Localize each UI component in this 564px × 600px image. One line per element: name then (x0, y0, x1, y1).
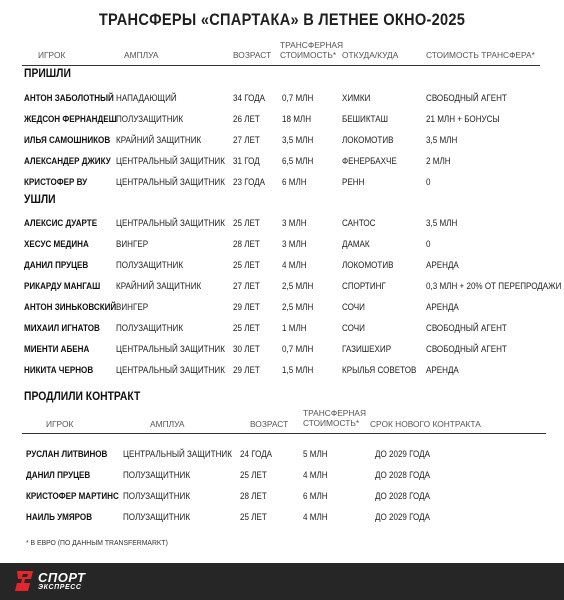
cell-name: КРИСТОФЕР МАРТИНС (26, 490, 119, 501)
cell-pos: ПОЛУЗАЩИТНИК (116, 113, 184, 124)
cell-fee: 1,5 МЛН (282, 364, 314, 375)
cell-age: 25 ЛЕТ (233, 322, 260, 333)
ext-header-term: СРОК НОВОГО КОНТРАКТА (370, 419, 481, 429)
cell-club: ЛОКОМОТИВ (342, 134, 394, 145)
cell-club: САНТОС (342, 217, 376, 228)
cell-cost: 3,5 МЛН (426, 134, 458, 145)
cell-club: ФЕНЕРБАХЧЕ (342, 155, 397, 166)
section-arrived-title: ПРИШЛИ (24, 68, 71, 80)
cell-fee: 4 МЛН (303, 511, 328, 522)
table-row (0, 213, 564, 234)
cell-pos: ЦЕНТРАЛЬНЫЙ ЗАЩИТНИК (116, 217, 225, 228)
cell-cost: АРЕНДА (426, 301, 459, 312)
table-row (0, 486, 564, 507)
cell-cost: 2 МЛН (426, 155, 451, 166)
cell-age: 25 ЛЕТ (240, 511, 267, 522)
cell-club: СПОРТИНГ (342, 280, 386, 291)
cell-name: НИКИТА ЧЕРНОВ (24, 364, 94, 375)
cell-fee: 4 МЛН (303, 469, 328, 480)
ext-header-age: ВОЗРАСТ (250, 419, 289, 429)
header-cost: СТОИМОСТЬ ТРАНСФЕРА* (426, 50, 535, 60)
cell-pos: ПОЛУЗАЩИТНИК (116, 322, 184, 333)
cell-age: 24 ГОДА (240, 448, 273, 459)
cell-pos: ПОЛУЗАЩИТНИК (123, 469, 191, 480)
cell-name: АНТОН ЗИНЬКОВСКИЙ (24, 301, 117, 312)
cell-fee: 2,5 МЛН (282, 280, 314, 291)
cell-pos: ЦЕНТРАЛЬНЫЙ ЗАЩИТНИК (116, 343, 225, 354)
table-row (0, 276, 564, 297)
cell-age: 31 ГОД (233, 155, 260, 166)
cell-pos: ЦЕНТРАЛЬНЫЙ ЗАЩИТНИК (123, 448, 232, 459)
cell-pos: ЦЕНТРАЛЬНЫЙ ЗАЩИТНИК (116, 364, 225, 375)
cell-fee: 4 МЛН (282, 259, 307, 270)
cell-name: МИХАИЛ ИГНАТОВ (24, 322, 100, 333)
table-row (0, 444, 564, 465)
table-row (0, 151, 564, 172)
cell-club: ДАМАК (342, 238, 370, 249)
cell-term: ДО 2029 ГОДА (375, 448, 430, 459)
cell-name: АЛЕКСАНДЕР ДЖИКУ (24, 155, 111, 166)
cell-fee: 6 МЛН (282, 176, 307, 187)
cell-age: 27 ЛЕТ (233, 280, 260, 291)
cell-cost: 3,5 МЛН (426, 217, 458, 228)
cell-age: 23 ГОДА (233, 176, 266, 187)
cell-fee: 6 МЛН (303, 490, 328, 501)
cell-pos: ЦЕНТРАЛЬНЫЙ ЗАЩИТНИК (116, 176, 225, 187)
table-row (0, 465, 564, 486)
cell-fee: 18 МЛН (282, 113, 312, 124)
cell-age: 34 ГОДА (233, 92, 266, 103)
ext-header-divider (22, 433, 546, 434)
cell-cost: АРЕНДА (426, 364, 459, 375)
cell-name: ХЕСУС МЕДИНА (24, 238, 89, 249)
cell-fee: 0,7 МЛН (282, 92, 314, 103)
cell-term: ДО 2028 ГОДА (375, 469, 430, 480)
cell-age: 30 ЛЕТ (233, 343, 260, 354)
cell-age: 29 ЛЕТ (233, 301, 260, 312)
footnote: * В ЕВРО (ПО ДАННЫМ TRANSFERMARKT) (26, 538, 168, 547)
table-row (0, 339, 564, 360)
table-row (0, 172, 564, 193)
cell-pos: ПОЛУЗАЩИТНИК (123, 511, 191, 522)
cell-club: ХИМКИ (342, 92, 371, 103)
cell-age: 25 ЛЕТ (240, 469, 267, 480)
table-row (0, 360, 564, 381)
page-title: ТРАНСФЕРЫ «СПАРТАКА» В ЛЕТНЕЕ ОКНО-2025 (98, 10, 466, 29)
ext-header-position: АМПЛУА (150, 419, 185, 429)
logo-line-1: СПОРТ (38, 570, 86, 585)
cell-pos: КРАЙНИЙ ЗАЩИТНИК (116, 280, 202, 291)
cell-club: ЛОКОМОТИВ (342, 259, 394, 270)
cell-age: 29 ЛЕТ (233, 364, 260, 375)
table-row (0, 318, 564, 339)
cell-pos: ПОЛУЗАЩИТНИК (123, 490, 191, 501)
cell-fee: 3 МЛН (282, 238, 307, 249)
cell-name: НАИЛЬ УМЯРОВ (26, 511, 93, 522)
cell-name: ДАНИЛ ПРУЦЕВ (24, 259, 89, 270)
cell-name: МИЕНТИ АБЕНА (24, 343, 90, 354)
cell-age: 25 ЛЕТ (233, 259, 260, 270)
cell-club: СОЧИ (342, 301, 365, 312)
cell-cost: СВОБОДНЫЙ АГЕНТ (426, 322, 507, 333)
cell-fee: 3,5 МЛН (282, 134, 314, 145)
runner-icon (14, 569, 36, 593)
cell-club: СОЧИ (342, 322, 365, 333)
cell-cost: СВОБОДНЫЙ АГЕНТ (426, 343, 507, 354)
header-divider (22, 65, 540, 66)
table-row (0, 255, 564, 276)
cell-club: РЕНН (342, 176, 365, 187)
cell-pos: ВИНГЕР (116, 301, 149, 312)
section-left-title: УШЛИ (24, 194, 56, 206)
cell-cost: АРЕНДА (426, 259, 459, 270)
ext-header-fee: ТРАНСФЕРНАЯ СТОИМОСТЬ* (303, 408, 367, 428)
cell-term: ДО 2028 ГОДА (375, 490, 430, 501)
logo-line-2: ЭКСПРЕСС (38, 584, 82, 591)
cell-cost: 21 МЛН + БОНУСЫ (426, 113, 500, 124)
table-row (0, 507, 564, 528)
cell-club: КРЫЛЬЯ СОВЕТОВ (342, 364, 417, 375)
cell-name: ЖЕДСОН ФЕРНАНДЕШ (24, 113, 117, 124)
cell-cost: 0,3 МЛН + 20% ОТ ПЕРЕПРОДАЖИ (426, 280, 562, 291)
cell-pos: ПОЛУЗАЩИТНИК (116, 259, 184, 270)
cell-fee: 0,7 МЛН (282, 343, 314, 354)
cell-name: ИЛЬЯ САМОШНИКОВ (24, 134, 111, 145)
cell-age: 25 ЛЕТ (233, 217, 260, 228)
cell-cost: 0 (426, 238, 431, 249)
table-row (0, 234, 564, 255)
cell-fee: 5 МЛН (303, 448, 328, 459)
ext-header-player: ИГРОК (46, 419, 74, 429)
cell-name: ДАНИЛ ПРУЦЕВ (26, 469, 91, 480)
sport-express-logo (14, 569, 94, 595)
table-row (0, 88, 564, 109)
cell-pos: ВИНГЕР (116, 238, 149, 249)
header-position: АМПЛУА (124, 50, 159, 60)
footer-bar (0, 563, 564, 600)
cell-name: АЛЕКСИС ДУАРТЕ (24, 217, 98, 228)
cell-fee: 3 МЛН (282, 217, 307, 228)
cell-name: АНТОН ЗАБОЛОТНЫЙ (24, 92, 114, 103)
cell-club: БЕШИКТАШ (342, 113, 388, 124)
cell-pos: ЦЕНТРАЛЬНЫЙ ЗАЩИТНИК (116, 155, 225, 166)
cell-pos: НАПАДАЮЩИЙ (116, 92, 177, 103)
cell-fee: 2,5 МЛН (282, 301, 314, 312)
cell-age: 28 ЛЕТ (233, 238, 260, 249)
cell-club: ГАЗИШЕХИР (342, 343, 392, 354)
cell-age: 26 ЛЕТ (233, 113, 260, 124)
header-player: ИГРОК (38, 50, 66, 60)
table-row (0, 130, 564, 151)
cell-name: РИКАРДУ МАНГАШ (24, 280, 101, 291)
cell-name: РУСЛАН ЛИТВИНОВ (26, 448, 108, 459)
cell-age: 28 ЛЕТ (240, 490, 267, 501)
header-fee: ТРАНСФЕРНАЯ СТОИМОСТЬ* (280, 40, 344, 60)
cell-pos: КРАЙНИЙ ЗАЩИТНИК (116, 134, 202, 145)
section-extended-title: ПРОДЛИЛИ КОНТРАКТ (24, 391, 141, 403)
table-row (0, 297, 564, 318)
cell-fee: 6,5 МЛН (282, 155, 314, 166)
cell-term: ДО 2029 ГОДА (375, 511, 430, 522)
table-row (0, 109, 564, 130)
cell-cost: СВОБОДНЫЙ АГЕНТ (426, 92, 507, 103)
header-club: ОТКУДА/КУДА (342, 50, 399, 60)
header-age: ВОЗРАСТ (233, 50, 272, 60)
cell-age: 27 ЛЕТ (233, 134, 260, 145)
cell-name: КРИСТОФЕР ВУ (24, 176, 88, 187)
cell-cost: 0 (426, 176, 431, 187)
cell-fee: 1 МЛН (282, 322, 307, 333)
